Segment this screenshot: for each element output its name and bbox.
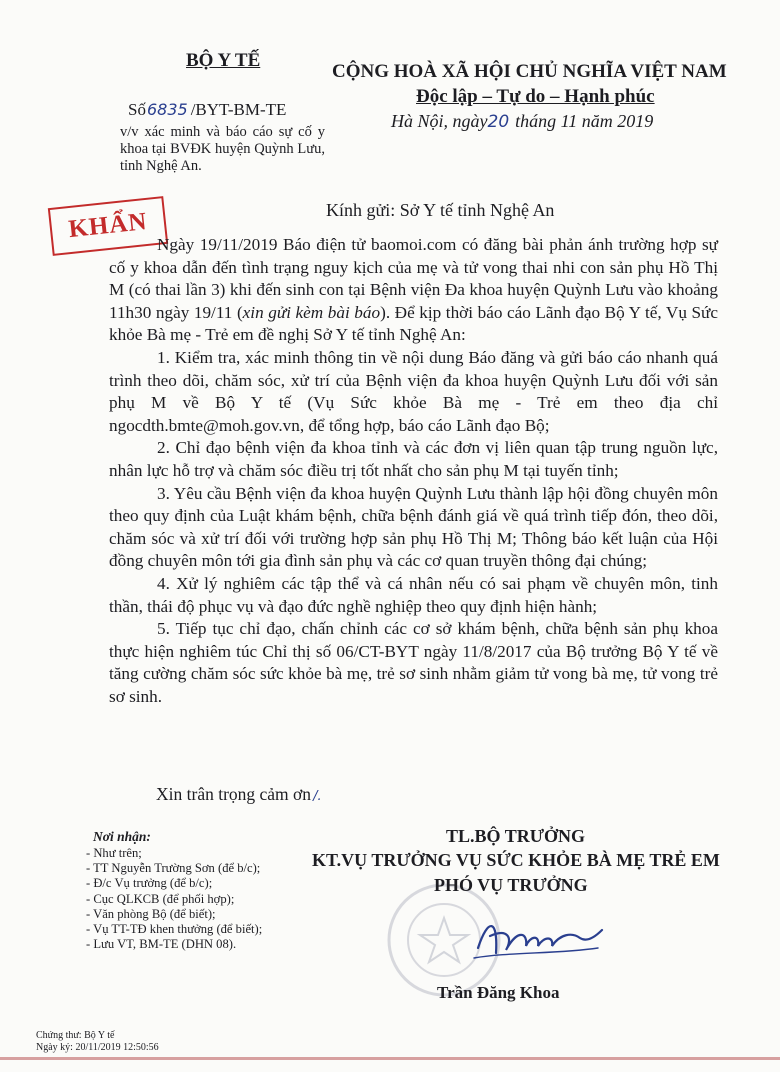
- recipients-title: Nơi nhận:: [93, 829, 151, 844]
- doc-number-prefix: Số: [128, 100, 146, 119]
- country-name: CỘNG HOÀ XÃ HỘI CHỦ NGHĨA VIỆT NAM: [332, 61, 727, 82]
- list-item: - Đ/c Vụ trưởng (để b/c);: [86, 876, 213, 891]
- national-motto: Độc lập – Tự do – Hạnh phúc: [416, 86, 655, 107]
- signature-title-2: KT.VỤ TRƯỞNG VỤ SỨC KHỎE BÀ MẸ TRẺ EM: [312, 850, 720, 870]
- date-day-handwritten: 20: [487, 112, 510, 132]
- urgent-stamp: KHẨN: [48, 196, 168, 256]
- list-item: - Vụ TT-TĐ khen thưởng (để biết);: [86, 922, 263, 937]
- recipients-list: [86, 846, 262, 952]
- list-item: - Lưu VT, BM-TE (DHN 08).: [86, 937, 237, 952]
- list-item: 2. Chỉ đạo bệnh viện đa khoa tỉnh và các đơn vị liên quan tập trung nguồn lực, nhân lực hỗ trợ và chăm sóc điều trị tốt nhất cho sản phụ M tại tuyến tỉnh;: [109, 438, 718, 480]
- list-item: - Như trên;: [86, 846, 142, 860]
- list-item: 3. Yêu cầu Bệnh viện đa khoa huyện Quỳnh Lưu thành lập hội đồng chuyên môn theo quy định của Luật khám bệnh, chữa bệnh đánh giá về quá trình tiếp đón, theo dõi, chăm sóc và xử trí đối với trường hợp sản phụ Hồ Thị M; Thông báo kết luận của Hội đồng chuyên môn tới gia đình sản phụ và các cơ quan truyền thông đại chúng;: [109, 483, 718, 571]
- document-number: [128, 100, 286, 120]
- document-subject: v/v xác minh và báo cáo sự cố y khoa tại BVĐK huyện Quỳnh Lưu, tỉnh Nghệ An.: [120, 124, 325, 174]
- list-item: 1. Kiểm tra, xác minh thông tin về nội dung Báo đăng và gửi báo cáo nhanh quá trình theo dõi, chăm sóc, xử trí của Bệnh viện đa khoa huyện Quỳnh Lưu đối với sản phụ M về Bộ Y tế (Vụ Sức khỏe Bà mẹ - Trẻ em theo địa chỉ ngocdth.bmte@moh.gov.vn, để tổng hợp, báo cáo Lãnh đạo Bộ;: [109, 347, 718, 435]
- intro-text-2: ). Để kịp thời báo cáo Lãnh đạo Bộ Y tế, Vụ Sức khỏe Bà mẹ - Trẻ em đề nghị Sở Y tế tỉnh Nghệ An:: [109, 302, 719, 345]
- handwritten-signature-icon: [468, 908, 608, 968]
- document-body: [109, 234, 718, 708]
- date-suffix: tháng 11 năm 2019: [515, 111, 654, 131]
- digital-certificate: [36, 1030, 159, 1053]
- thanks-scribble: /.: [313, 789, 322, 804]
- ministry-name: BỘ Y TẾ: [186, 50, 261, 71]
- thanks-line: [156, 784, 322, 805]
- list-item: 4. Xử lý nghiêm các tập thể và cá nhân nếu có sai phạm về chuyên môn, tinh thần, thái độ phục vụ và đạo đức nghề nghiệp theo quy định hiện hành;: [109, 573, 718, 616]
- signature-title-1: TL.BỘ TRƯỞNG: [446, 826, 586, 846]
- date-prefix: Hà Nội, ngày: [391, 111, 488, 131]
- recipient-line: Kính gửi: Sở Y tế tỉnh Nghệ An: [326, 200, 555, 220]
- intro-text-1: Ngày 19/11/2019 Báo điện tử baomoi.com có đăng bài phản ánh trường hợp sự cố y khoa dẫn đến tình trạng nguy kịch của mẹ và tử vong thai nhi con sản phụ Hồ Thị M (có thai lần 3) khi đến sinh con tại Bệnh viện Đa khoa huyện Quỳnh Lưu vào khoảng 11h30 ngày 19/11 (: [109, 235, 718, 322]
- intro-paragraph: [109, 234, 718, 347]
- list-item: - TT Nguyễn Trường Sơn (để b/c);: [86, 861, 261, 876]
- certificate-line: Ngày ký: 20/11/2019 12:50:56: [36, 1041, 159, 1053]
- doc-number-suffix: /BYT-BM-TE: [190, 100, 287, 119]
- thanks-text: Xin trân trọng cảm ơn: [156, 784, 312, 804]
- bottom-divider: [0, 1057, 780, 1060]
- signature-title-3: PHÓ VỤ TRƯỞNG: [434, 875, 588, 895]
- signer-name: Trần Đăng Khoa: [437, 983, 560, 1002]
- certificate-line: Chứng thư: Bộ Y tế: [36, 1030, 115, 1041]
- doc-number-handwritten: 6835: [146, 100, 188, 119]
- list-item: - Văn phòng Bộ (để biết);: [86, 906, 216, 921]
- intro-text-italic: xin gửi kèm bài báo: [242, 302, 381, 322]
- list-item: 5. Tiếp tục chỉ đạo, chấn chỉnh các cơ sở khám bệnh, chữa bệnh sản phụ khoa thực hiện nghiêm túc Chỉ thị số 06/CT-BYT ngày 11/8/2017 của Bộ trưởng Bộ Y tế về tăng cường chăm sóc sức khỏe bà mẹ, trẻ sơ sinh nhằm giảm tử vong bà mẹ, tử vong trẻ sơ sinh.: [109, 619, 718, 706]
- list-item: - Cục QLKCB (để phối hợp);: [86, 891, 235, 906]
- document-date: [391, 111, 653, 132]
